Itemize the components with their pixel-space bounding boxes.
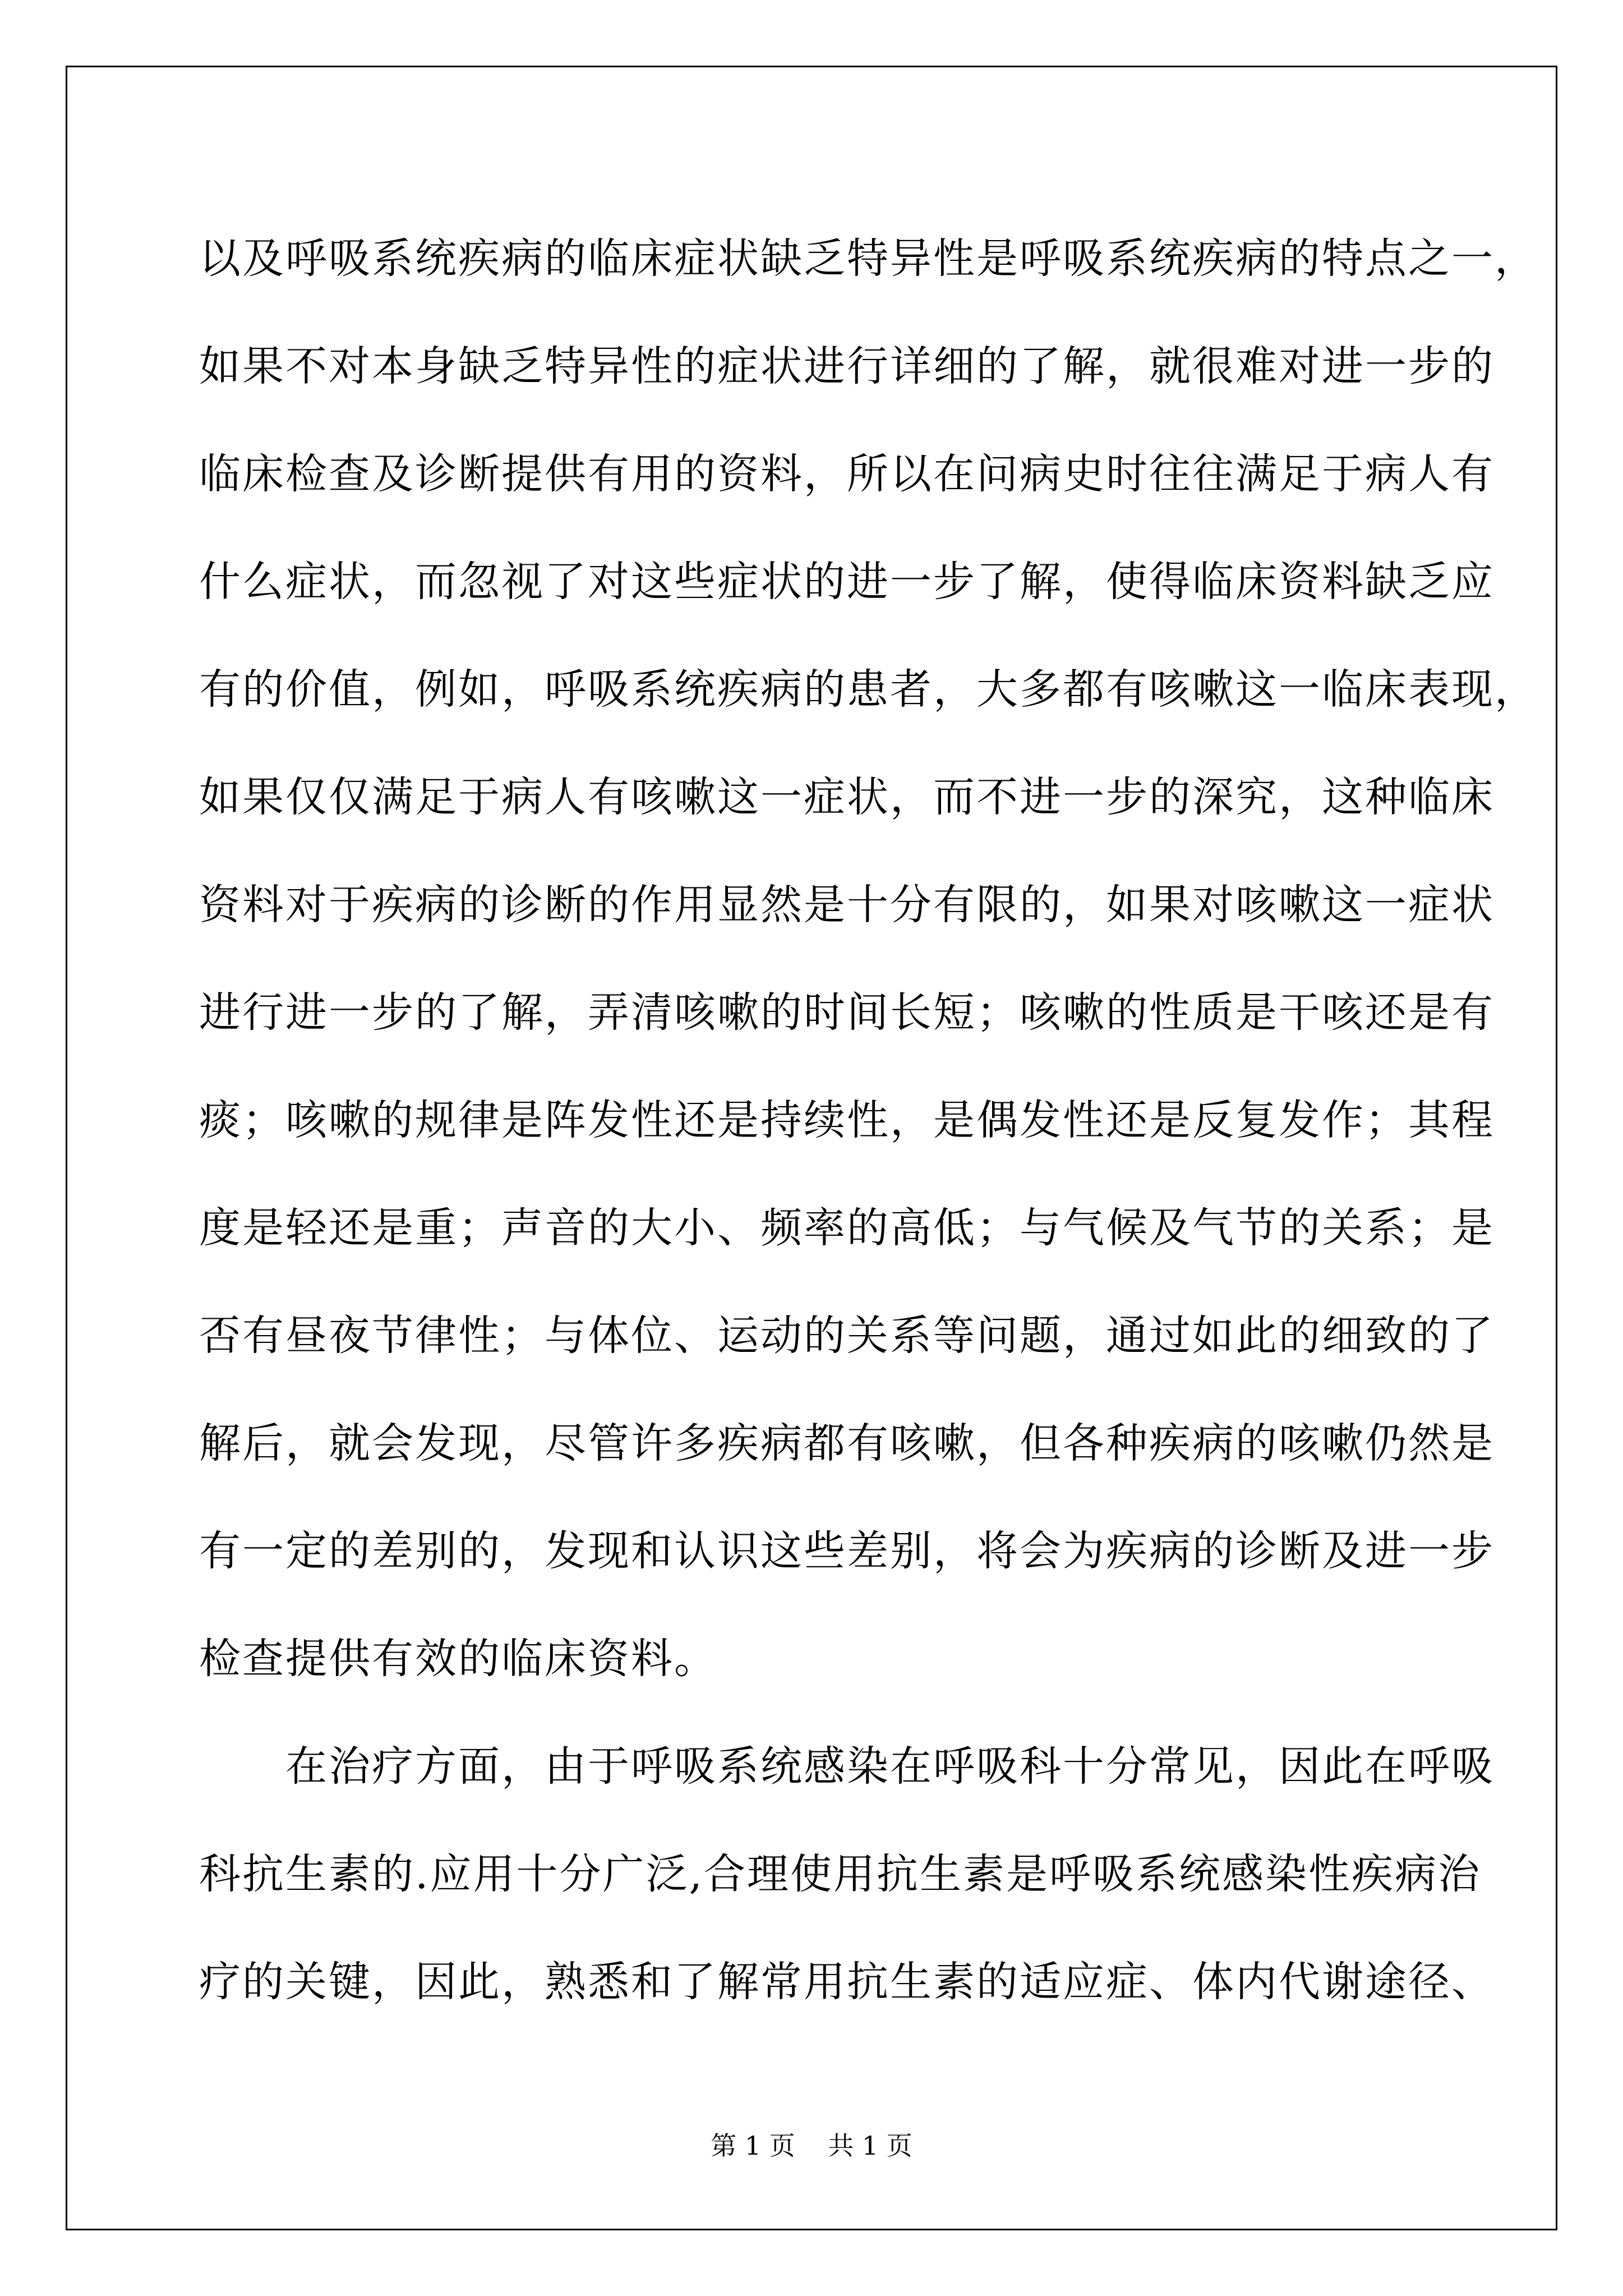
document-body — [199, 205, 1538, 2036]
text-line: 解后，就会发现，尽管许多疾病都有咳嗽，但各种疾病的咳嗽仍然是 — [199, 1419, 1495, 1467]
text-line: 资料对于疾病的诊断的作用显然是十分有限的，如果对咳嗽这一症状 — [199, 881, 1495, 929]
text-line: 科抗生素的.应用十分广泛,合理使用抗生素是呼吸系统感染性疾病治 — [199, 1850, 1482, 1898]
page-number-footer: 第 1 页 共 1 页 — [711, 2131, 912, 2161]
text-line: 什么症状，而忽视了对这些症状的进一步了解，使得临床资料缺乏应 — [199, 558, 1495, 606]
text-line: 度是轻还是重；声音的大小、频率的高低；与气候及气节的关系；是 — [199, 1204, 1495, 1252]
text-line: 有的价值，例如，呼吸系统疾病的患者，大多都有咳嗽这一临床表现， — [199, 665, 1538, 714]
text-line: 有一定的差别的，发现和认识这些差别，将会为疾病的诊断及进一步 — [199, 1527, 1495, 1575]
text-line: 如果不对本身缺乏特异性的症状进行详细的了解，就很难对进一步的 — [199, 342, 1495, 390]
text-line: 在治疗方面，由于呼吸系统感染在呼吸科十分常见，因此在呼吸 — [199, 1742, 1495, 1791]
text-line: 否有昼夜节律性；与体位、运动的关系等问题，通过如此的细致的了 — [199, 1312, 1495, 1360]
text-line: 以及呼吸系统疾病的临床症状缺乏特异性是呼吸系统疾病的特点之一， — [199, 234, 1538, 283]
text-line: 检查提供有效的临床资料。 — [199, 1635, 717, 1683]
text-line: 临床检查及诊断提供有用的资料，所以在问病史时往往满足于病人有 — [199, 450, 1495, 498]
text-line: 进行进一步的了解，弄清咳嗽的时间长短；咳嗽的性质是干咳还是有 — [199, 988, 1495, 1037]
text-line: 如果仅仅满足于病人有咳嗽这一症状，而不进一步的深究，这种临床 — [199, 773, 1495, 821]
text-line: 疗的关键，因此，熟悉和了解常用抗生素的适应症、体内代谢途径、 — [199, 1958, 1495, 2006]
text-line: 痰；咳嗽的规律是阵发性还是持续性，是偶发性还是反复发作；其程 — [199, 1096, 1495, 1144]
